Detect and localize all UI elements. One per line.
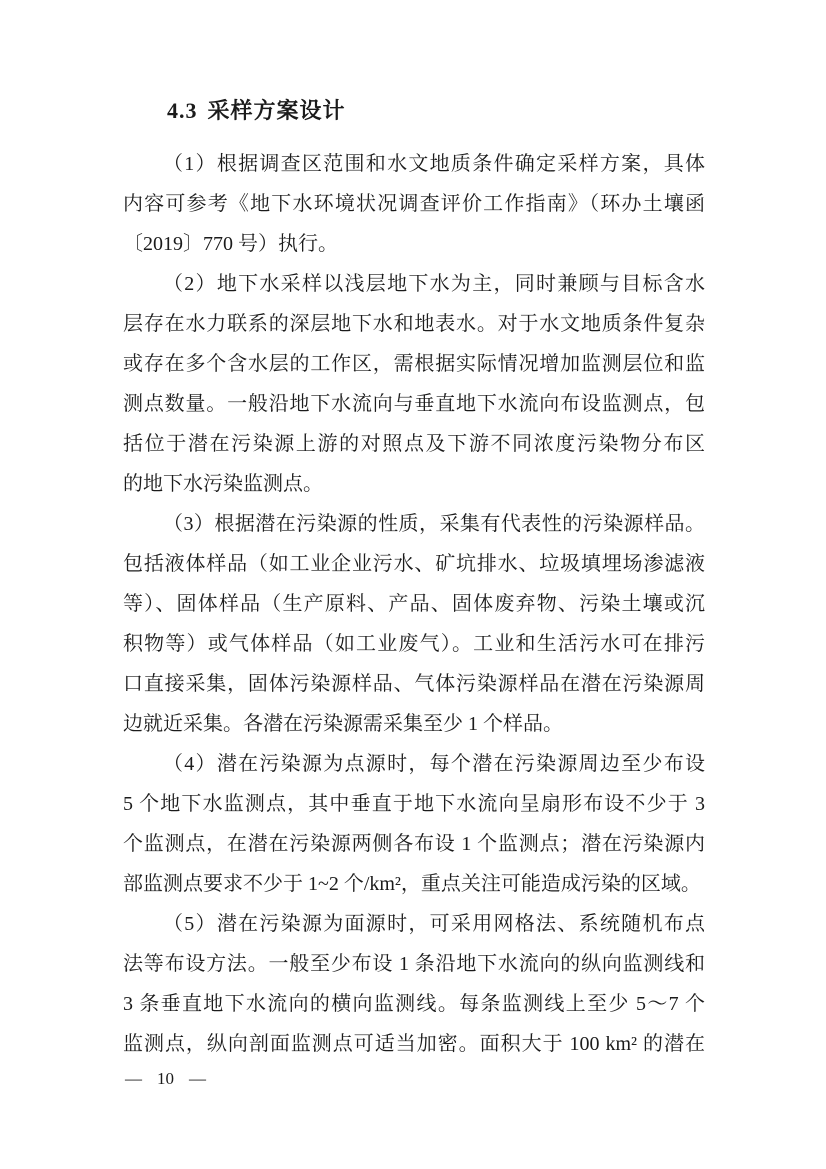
text-line: 内容可参考《地下水环境状况调查评价工作指南》（环办土壤函 (123, 193, 705, 215)
section-title: 采样方案设计 (207, 98, 346, 123)
text-line: （2）地下水采样以浅层地下水为主，同时兼顾与目标含水 (163, 273, 705, 295)
paragraph (123, 504, 705, 744)
text-line: 层存在水力联系的深层地下水和地表水。对于水文地质条件复杂 (123, 313, 705, 335)
text-line: 部监测点要求不少于 1~2 个/km²，重点关注可能造成污染的区域。 (123, 873, 701, 895)
footer-right-dash: — (189, 1069, 206, 1088)
text-line: 3 条垂直地下水流向的横向监测线。每条监测线上至少 5～7 个 (123, 993, 705, 1015)
text-line: 法等布设方法。一般至少布设 1 条沿地下水流向的纵向监测线和 (123, 953, 705, 975)
text-line: 〔2019〕770 号）执行。 (123, 233, 338, 255)
text-line: 积物等）或气体样品（如工业废气）。工业和生活污水可在排污 (123, 633, 705, 655)
text-line: （1）根据调查区范围和水文地质条件确定采样方案，具体 (163, 153, 705, 175)
section-heading (123, 90, 705, 132)
text-line: 口直接采集，固体污染源样品、气体污染源样品在潜在污染源周 (123, 673, 705, 695)
text-line: 个监测点，在潜在污染源两侧各布设 1 个监测点；潜在污染源内 (123, 833, 705, 855)
text-line: 或存在多个含水层的工作区，需根据实际情况增加监测层位和监 (123, 353, 705, 375)
text-line: 5 个地下水监测点，其中垂直于地下水流向呈扇形布设不少于 3 (123, 793, 705, 815)
paragraph (123, 264, 705, 504)
page-footer (125, 1066, 206, 1092)
text-line: （5）潜在污染源为面源时，可采用网格法、系统随机布点 (163, 913, 705, 935)
text-line: 测点数量。一般沿地下水流向与垂直地下水流向布设监测点，包 (123, 393, 705, 415)
footer-left-dash: — (125, 1069, 142, 1088)
paragraph (123, 904, 705, 1064)
text-line: 等）、固体样品（生产原料、产品、固体废弃物、污染土壤或沉 (123, 593, 705, 615)
text-line: 的地下水污染监测点。 (123, 473, 323, 495)
text-line: （3）根据潜在污染源的性质，采集有代表性的污染源样品。 (163, 513, 705, 535)
paragraph (123, 144, 705, 264)
section-number: 4.3 (167, 98, 198, 123)
page-number: 10 (157, 1069, 174, 1088)
page-content (123, 90, 705, 1064)
text-line: 监测点，纵向剖面监测点可适当加密。面积大于 100 km² 的潜在 (123, 1033, 705, 1055)
text-line: 括位于潜在污染源上游的对照点及下游不同浓度污染物分布区 (123, 433, 705, 455)
text-line: （4）潜在污染源为点源时，每个潜在污染源周边至少布设 (163, 753, 705, 775)
text-line: 包括液体样品（如工业企业污水、矿坑排水、垃圾填埋场渗滤液 (123, 553, 705, 575)
paragraph (123, 744, 705, 904)
text-line: 边就近采集。各潜在污染源需采集至少 1 个样品。 (123, 713, 563, 735)
